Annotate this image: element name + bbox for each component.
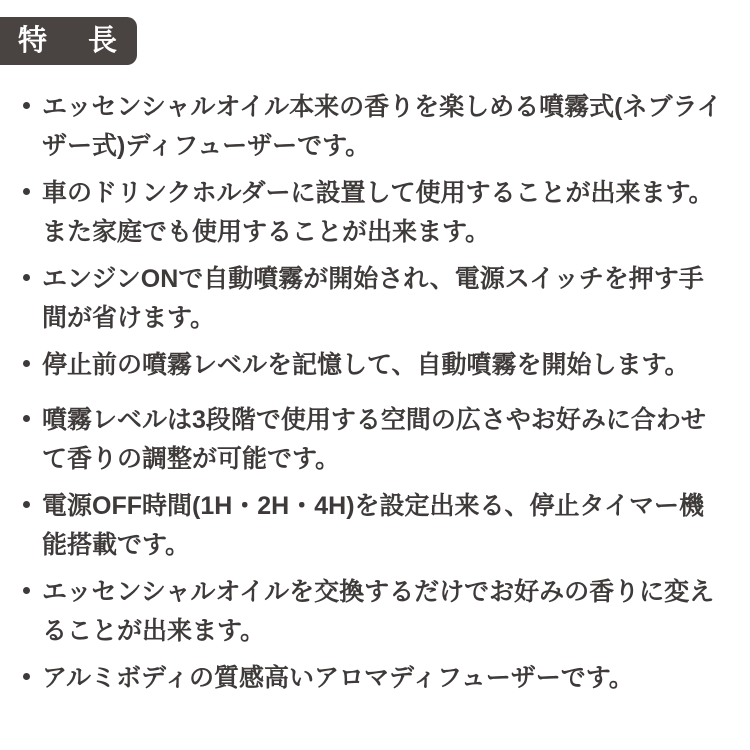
bullet-icon — [23, 360, 42, 367]
feature-item — [23, 659, 725, 698]
feature-text: 噴霧レベルは3段階で使用する空間の広さやお好みに合わせて香りの調整が可能です。 — [42, 406, 706, 473]
feature-item — [23, 401, 725, 479]
bullet-icon — [23, 274, 42, 281]
bullet-icon — [23, 501, 42, 508]
bullet-icon — [23, 102, 42, 109]
features-heading-label: 特 長 — [18, 24, 124, 57]
feature-item — [23, 88, 725, 166]
feature-text: 車のドリンクホルダーに設置して使用することが出来ます。また家庭でも使用することが出来ます。 — [42, 179, 714, 246]
feature-text: エッセンシャルオイルを交換するだけでお好みの香りに変えることが出来ます。 — [42, 578, 715, 645]
feature-text: 電源OFF時間(1H・2H・4H)を設定出来る、停止タイマー機能搭載です。 — [42, 492, 705, 559]
bullet-icon — [23, 415, 42, 422]
feature-item — [23, 346, 725, 385]
bullet-icon — [23, 188, 42, 195]
features-heading-badge — [0, 17, 137, 65]
feature-item — [23, 573, 725, 651]
feature-list — [0, 88, 750, 706]
feature-item — [23, 487, 725, 565]
feature-text: 停止前の噴霧レベルを記憶して、自動噴霧を開始します。 — [42, 351, 690, 379]
feature-text: エンジンONで自動噴霧が開始され、電源スイッチを押す手間が省けます。 — [42, 265, 704, 332]
feature-item — [23, 260, 725, 338]
feature-text: アルミボディの質感高いアロマディフューザーです。 — [42, 664, 634, 692]
feature-item — [23, 174, 725, 252]
bullet-icon — [23, 673, 42, 680]
feature-text: エッセンシャルオイル本来の香りを楽しめる噴霧式(ネブライザー式)ディフューザーです。 — [42, 93, 722, 160]
bullet-icon — [23, 587, 42, 594]
